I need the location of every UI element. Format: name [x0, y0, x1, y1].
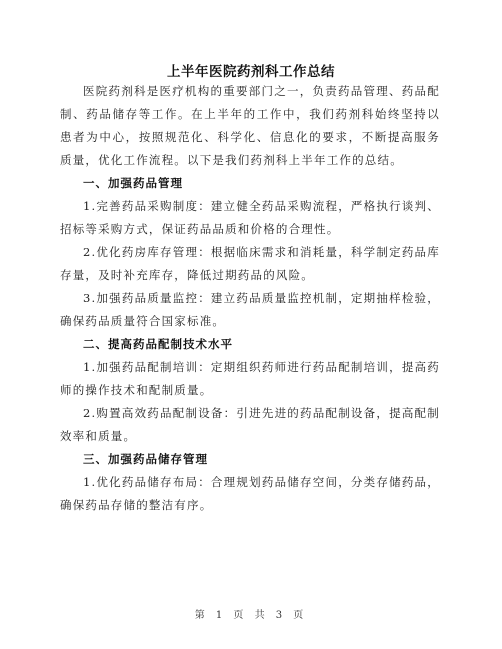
section-item: 1.加强药品配制培训：定期组织药师进行药品配制培训，提高药师的操作技术和配制质量。 [60, 360, 440, 397]
section-item: 3.加强药品质量监控：建立药品质量监控机制，定期抽样检验，确保药品质量符合国家标准。 [60, 291, 440, 328]
section-item: 2.购置高效药品配制设备：引进先进的药品配制设备，提高配制效率和质量。 [60, 406, 440, 443]
document-title: 上半年医院药剂科工作总结 [167, 64, 335, 80]
section-heading: 三、加强药品储存管理 [83, 452, 208, 466]
intro-paragraph: 医院药剂科是医疗机构的重要部门之一，负责药品管理、药品配制、药品储存等工作。在上半年的工作中，我们药剂科始终坚持以患者为中心，按照规范化、科学化、信息化的要求，不断提高服务质量，优化工作流程。以下是我们药剂科上半年工作的总结。 [60, 84, 440, 167]
page-number: 第 1 页 共 3 页 [194, 610, 308, 621]
section-item: 1.优化药品储存布局：合理规划药品储存空间，分类存储药品，确保药品存储的整洁有序。 [60, 475, 440, 512]
document-body [60, 80, 440, 517]
section-item: 1.完善药品采购制度：建立健全药品采购流程，严格执行谈判、招标等采购方式，保证药品品质和价格的合理性。 [60, 199, 440, 236]
section-heading: 二、提高药品配制技术水平 [83, 337, 233, 351]
section-item: 2.优化药房库存管理：根据临床需求和消耗量，科学制定药品库存量，及时补充库存，降低过期药品的风险。 [60, 245, 440, 282]
section-heading: 一、加强药品管理 [83, 176, 183, 190]
